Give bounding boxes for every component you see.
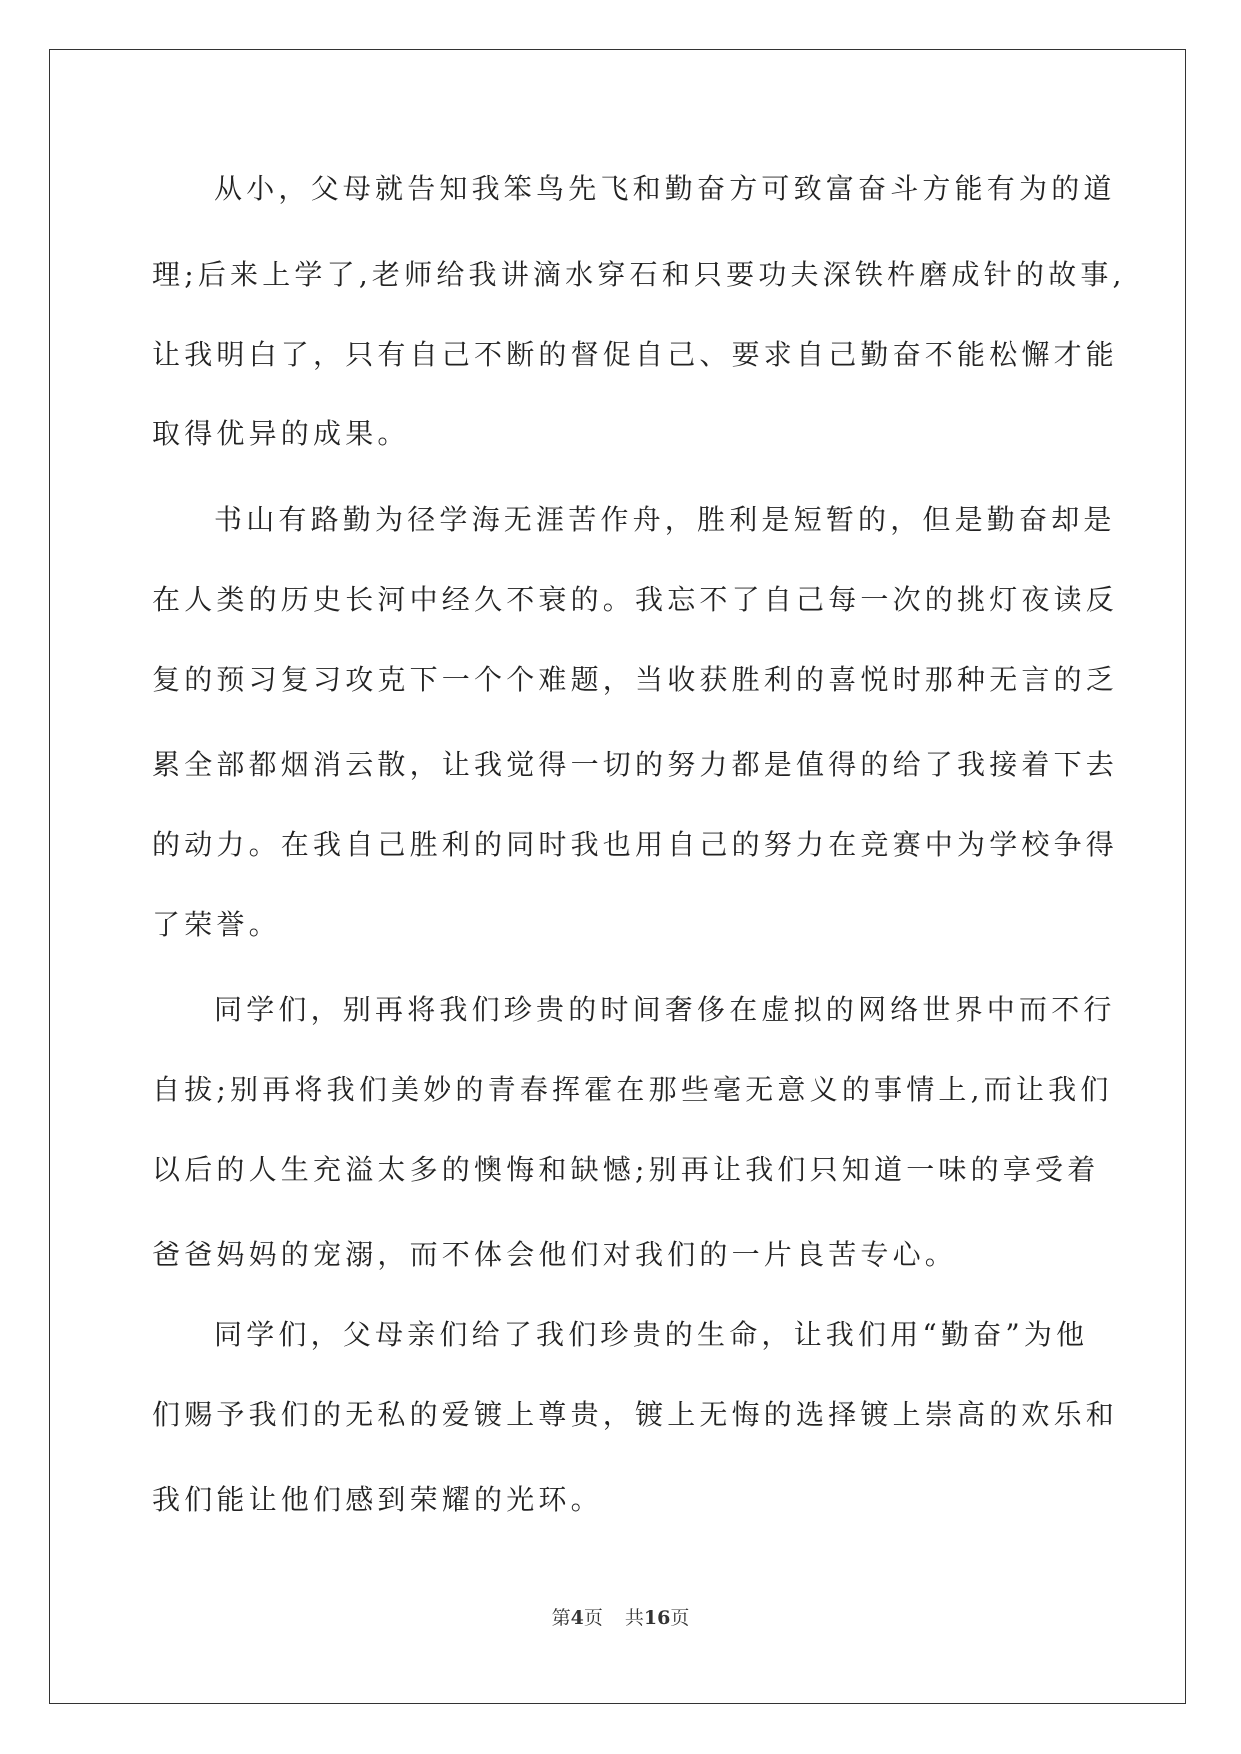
page-footer: [0, 1603, 1241, 1630]
paragraph-3-line-4: 爸爸妈妈的宠溺，而不体会他们对我们的一片良苦专心。: [152, 1238, 958, 1271]
paragraph-2-line-6: 了荣誉。: [152, 908, 281, 941]
total-prefix: 共: [624, 1607, 644, 1629]
paragraph-2-line-4: 累全部都烟消云散，让我觉得一切的努力都是值得的给了我接着下去: [152, 748, 1119, 781]
paragraph-1-line-3: 让我明白了，只有自己不断的督促自己、要求自己勤奋不能松懈才能: [152, 338, 1119, 371]
paragraph-1-line-1: 从小，父母就告知我笨鸟先飞和勤奋方可致富奋斗方能有为的道: [214, 172, 1116, 205]
total-unit: 页: [670, 1607, 690, 1629]
page-unit: 页: [583, 1607, 603, 1629]
paragraph-2-line-5: 的动力。在我自己胜利的同时我也用自己的努力在竞赛中为学校争得: [152, 828, 1119, 861]
paragraph-1-line-2: 理;后来上学了,老师给我讲滴水穿石和只要功夫深铁杵磨成针的故事,: [152, 258, 1126, 291]
page-border: [49, 49, 1186, 1704]
total-pages: 16: [643, 1607, 671, 1629]
paragraph-2-line-3: 复的预习复习攻克下一个个难题，当收获胜利的喜悦时那种无言的乏: [152, 663, 1119, 696]
paragraph-1-line-4: 取得优异的成果。: [152, 417, 410, 450]
paragraph-2-line-2: 在人类的历史长河中经久不衰的。我忘不了自己每一次的挑灯夜读反: [152, 583, 1119, 616]
paragraph-3-line-3: 以后的人生充溢太多的懊悔和缺憾;别再让我们只知道一味的享受着: [152, 1153, 1100, 1186]
paragraph-4-line-1: 同学们，父母亲们给了我们珍贵的生命，让我们用“勤奋”为他: [214, 1318, 1089, 1351]
page-prefix: 第: [551, 1607, 571, 1629]
paragraph-4-line-3: 我们能让他们感到荣耀的光环。: [152, 1483, 603, 1516]
page-number: 4: [570, 1607, 584, 1629]
paragraph-4-line-2: 们赐予我们的无私的爱镀上尊贵，镀上无悔的选择镀上崇高的欢乐和: [152, 1398, 1119, 1431]
paragraph-3-line-1: 同学们，别再将我们珍贵的时间奢侈在虚拟的网络世界中而不行: [214, 993, 1116, 1026]
paragraph-3-line-2: 自拔;别再将我们美妙的青春挥霍在那些毫无意义的事情上,而让我们: [152, 1073, 1113, 1106]
paragraph-2-line-1: 书山有路勤为径学海无涯苦作舟，胜利是短暂的，但是勤奋却是: [214, 503, 1116, 536]
